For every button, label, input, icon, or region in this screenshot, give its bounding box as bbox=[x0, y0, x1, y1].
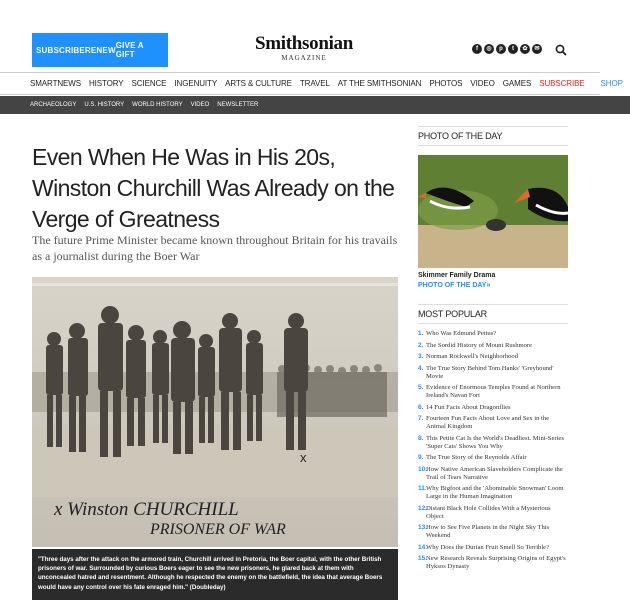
list-item-link[interactable]: Fourteen Fun Facts About Love and Sex in the Animal Kingdom bbox=[426, 415, 550, 430]
list-item[interactable] bbox=[418, 415, 568, 431]
list-item[interactable] bbox=[418, 384, 568, 400]
list-item-link[interactable]: Evidence of Enormous Temples Found at Northern Ireland's Navan Fort bbox=[426, 384, 561, 399]
list-item[interactable] bbox=[418, 524, 568, 540]
subnav-item-world-history[interactable]: WORLD HISTORY bbox=[132, 102, 183, 108]
list-item-number: 1. bbox=[418, 330, 424, 337]
list-item-number: 15. bbox=[418, 555, 428, 562]
nav-item-travel[interactable]: TRAVEL bbox=[299, 79, 330, 88]
list-item[interactable] bbox=[418, 454, 568, 462]
list-item-link[interactable]: Norman Rockwell's Neighborhood bbox=[426, 353, 519, 360]
list-item-number: 14. bbox=[418, 543, 428, 551]
article-title: Even When He Was in His 20s, Winston Churchill Was Already on the Verge of Greatness bbox=[32, 144, 395, 232]
list-item-link[interactable]: Why Does the Durian Fruit Smell So Terrible? bbox=[426, 543, 550, 551]
list-item-number: 7. bbox=[418, 415, 424, 422]
subnav-item-newsletter[interactable]: NEWSLETTER bbox=[217, 102, 259, 108]
photo-mark: x bbox=[300, 450, 307, 465]
subscribe-box bbox=[32, 33, 168, 67]
nav-item-science[interactable]: SCIENCE bbox=[131, 79, 167, 88]
list-item-number: 13. bbox=[418, 524, 428, 531]
list-item-link[interactable]: The True Story of the Reynolds Affair bbox=[426, 454, 527, 461]
list-item[interactable] bbox=[418, 544, 568, 552]
nav-item-at-the-smithsonian[interactable]: AT THE SMITHSONIAN bbox=[337, 79, 422, 88]
list-item[interactable] bbox=[418, 435, 568, 451]
nav-item-shop[interactable]: SHOP bbox=[600, 79, 623, 88]
list-item[interactable] bbox=[418, 505, 568, 521]
main-nav bbox=[0, 72, 623, 95]
article-dek: The future Prime Minister became known throughout Britain for his travails as a journalist during the Boer War bbox=[32, 233, 398, 263]
list-item-link[interactable]: This Petite Cat Is the World's Deadliest. Mini-Series 'Super Cats' Shows You Why bbox=[426, 434, 564, 450]
list-item[interactable] bbox=[418, 365, 568, 381]
nav-item-photos[interactable]: PHOTOS bbox=[429, 79, 463, 88]
photo-inscription-line1: x Winston CHURCHILL bbox=[54, 499, 239, 520]
list-item-link[interactable]: How Native American Slaveholders Complicate the Trail of Tears Narrative bbox=[426, 465, 563, 481]
list-item[interactable] bbox=[418, 404, 568, 412]
list-item-link[interactable]: Why Bigfoot and the 'Abominable Snowman' Loom Large in the Human Imagination bbox=[426, 485, 564, 500]
twitter-icon[interactable]: t bbox=[508, 44, 518, 54]
nav-item-arts-culture[interactable]: ARTS & CULTURE bbox=[225, 79, 292, 88]
pinterest-icon[interactable]: p bbox=[496, 44, 506, 54]
renew-button[interactable]: RENEW bbox=[84, 45, 116, 55]
list-item[interactable] bbox=[418, 466, 568, 482]
site-header bbox=[0, 0, 600, 72]
tumblr-icon[interactable]: ✿ bbox=[520, 44, 530, 54]
list-item[interactable] bbox=[418, 485, 568, 501]
list-item-number: 12. bbox=[418, 504, 428, 512]
search-icon[interactable] bbox=[555, 44, 567, 56]
list-item-link[interactable]: The True Story Behind Tom Hanks' 'Greyhound' Movie bbox=[426, 364, 554, 380]
list-item-link[interactable]: How to See Five Planets in the Night Sky This Weekend bbox=[426, 524, 550, 539]
list-item-link[interactable]: New Research Reveals Surprising Origins of Egypt's Hyksos Dynasty bbox=[426, 555, 566, 570]
list-item-number: 9. bbox=[418, 454, 424, 461]
photo-of-day-widget bbox=[418, 126, 568, 289]
article-photo bbox=[32, 277, 398, 547]
list-item-number: 11. bbox=[418, 485, 427, 492]
list-item-link[interactable]: Distant Black Hole Collides With a Mysterious Object bbox=[426, 504, 551, 520]
subscribe-button[interactable]: SUBSCRIBE bbox=[36, 45, 85, 55]
potd-image[interactable] bbox=[418, 155, 568, 268]
subnav-item-us-history[interactable]: U.S. HISTORY bbox=[84, 102, 125, 108]
nav-item-games[interactable]: GAMES bbox=[502, 79, 532, 88]
nav-item-smartnews[interactable]: SMARTNEWS bbox=[30, 79, 81, 88]
list-item-link[interactable]: The Sordid History of Mount Rushmore bbox=[426, 341, 533, 349]
logo-wordmark: Smithsonian bbox=[254, 33, 354, 54]
sub-nav bbox=[0, 96, 630, 114]
most-popular-list bbox=[418, 330, 568, 571]
most-popular-widget bbox=[418, 304, 568, 575]
nav-item-subscribe[interactable]: SUBSCRIBE bbox=[539, 79, 585, 88]
potd-link[interactable]: PHOTO OF THE DAY» bbox=[418, 282, 491, 289]
list-item-number: 3. bbox=[418, 353, 424, 360]
list-item-number: 10. bbox=[418, 465, 428, 473]
photo-inscription-line2: PRISONER OF WAR bbox=[150, 521, 286, 538]
nav-item-history[interactable]: HISTORY bbox=[88, 79, 124, 88]
site-logo[interactable] bbox=[244, 34, 364, 62]
list-item-number: 5. bbox=[418, 384, 424, 391]
give-gift-button[interactable]: GIVE A GIFT bbox=[115, 41, 144, 59]
list-item[interactable] bbox=[418, 342, 568, 350]
instagram-icon[interactable]: ◎ bbox=[484, 44, 494, 54]
list-item-number: 6. bbox=[418, 403, 424, 411]
list-item-number: 8. bbox=[418, 434, 424, 442]
list-item[interactable] bbox=[418, 353, 568, 361]
subnav-item-video[interactable]: VIDEO bbox=[190, 102, 210, 108]
list-item[interactable] bbox=[418, 555, 568, 571]
logo-subtitle: MAGAZINE bbox=[281, 54, 327, 62]
list-item-link[interactable]: Who Was Edmund Pettus? bbox=[426, 330, 497, 337]
list-item-number: 2. bbox=[418, 341, 424, 349]
list-item[interactable] bbox=[418, 330, 568, 338]
nav-item-ingenuity[interactable]: INGENUITY bbox=[174, 79, 218, 88]
nav-item-video[interactable]: VIDEO bbox=[470, 79, 495, 88]
email-icon[interactable]: ✉ bbox=[532, 44, 542, 54]
social-links bbox=[472, 44, 542, 54]
most-popular-heading: MOST POPULAR bbox=[418, 304, 568, 324]
facebook-icon[interactable]: f bbox=[472, 44, 482, 54]
potd-caption[interactable]: Skimmer Family Drama bbox=[418, 272, 496, 279]
potd-heading: PHOTO OF THE DAY bbox=[418, 126, 568, 146]
list-item-number: 4. bbox=[418, 364, 424, 372]
photo-caption: "Three days after the attack on the armored train, Churchill arrived in Pretoria, the Boer capital, with the other British prisoners of war. Surrounded by curious Boers eager to see the new prisoners, he glared back at them with unconcealed hatred and resentment. Although he respected the enemy on the battlefield, the idea that average Boers would have any control over his fate enraged him." (Doubleday) bbox=[32, 549, 398, 600]
list-item-link[interactable]: 14 Fun Facts About Dragonflies bbox=[426, 403, 511, 411]
subnav-item-archaeology[interactable]: ARCHAEOLOGY bbox=[30, 102, 77, 108]
